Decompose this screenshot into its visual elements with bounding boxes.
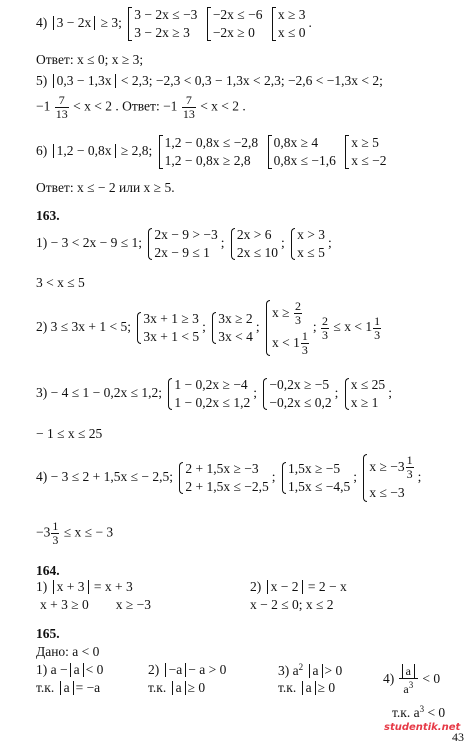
row: x > 3 [297, 227, 326, 242]
abs-expression: −a [165, 663, 187, 677]
row: 3x + 1 ≥ 3 [143, 311, 199, 326]
page-number: 43 [452, 730, 464, 744]
row: x ≤ −2 [351, 153, 387, 168]
num: 1 [52, 519, 59, 533]
row: 3 − 2x ≤ −3 [134, 7, 198, 22]
den: 3 [374, 327, 381, 342]
fraction [51, 520, 59, 547]
row: 2x > 6 [236, 227, 272, 242]
bracket-system-1 [128, 6, 197, 42]
abs-expression: 3 − 2x [53, 16, 96, 30]
rest: = x + 3 [93, 579, 133, 594]
post: < 0 [427, 705, 446, 720]
row: −2x ≥ 0 [212, 25, 255, 40]
fraction [373, 315, 381, 342]
p163-item3: 3) − 4 ≤ 1 − 0,2x ≤ 1,2; 1 − 0,2x ≥ −4 1 − 0,2x ≤ 1,2 ; −0,2x ≥ −5 −0,2x ≤ 0,2 ; x ≤ 25 x ≥ 1 ; [36, 377, 392, 410]
post: ≥ 0 [187, 680, 206, 695]
rest: = 2 − x [307, 579, 347, 594]
post: < 0 [422, 671, 441, 687]
row: x ≤ 0 [277, 25, 306, 40]
row: −0,2x ≥ −5 [269, 377, 330, 392]
fraction [294, 300, 302, 327]
exponent: 3 [408, 680, 414, 690]
row: 1 − 0,2x ≥ −4 [174, 377, 248, 392]
item-label: 6) [36, 143, 48, 159]
relation: ≥ 2,8; [120, 143, 153, 159]
abs-expression: a [302, 681, 316, 695]
item-label: 4) [383, 671, 395, 687]
problem-165-heading: 165. [36, 626, 60, 641]
p162-answer4: Ответ: x ≤ 0; x ≥ 3; [36, 52, 144, 67]
tail: . [308, 15, 312, 31]
relation: ≥ 3; [100, 15, 122, 31]
brace-system-2 [212, 310, 253, 346]
row: 3x ≥ 2 [218, 311, 253, 326]
row: −0,2x ≤ 0,2 [269, 395, 332, 410]
row: 1,2 − 0,8x ≤ −2,8 [164, 135, 259, 150]
p163-result1: 3 < x ≤ 5 [36, 275, 85, 290]
pre: 2) [148, 662, 160, 677]
row: 3x + 1 < 5 [143, 329, 200, 344]
pre: x ≥ [272, 305, 290, 320]
post: = −a [75, 680, 101, 695]
abs-expression: 1,2 − 0,8x [53, 144, 116, 158]
brace-system-1 [168, 376, 250, 412]
num: 2 [294, 299, 301, 314]
pre: т.к. [148, 680, 167, 695]
p165-item2-reason [148, 680, 205, 696]
pre: т.к. a [392, 705, 420, 720]
row: x ≥ 1 [350, 395, 379, 410]
p163-result3: − 1 ≤ x ≤ 25 [36, 426, 103, 441]
bracket-system-2 [207, 6, 263, 42]
brace-system-2 [231, 226, 278, 262]
pre: 1) a − [36, 662, 68, 677]
row [369, 452, 414, 482]
num: 7 [182, 94, 196, 108]
pre: −3 [36, 524, 51, 540]
inequality: 1) − 3 < 2x − 9 ≤ 1; [36, 235, 142, 251]
abs-expression: a [70, 663, 84, 677]
den: 3 [406, 467, 413, 482]
row: 3x < 4 [218, 329, 253, 344]
end: ≤ x ≤ − 3 [63, 524, 114, 540]
middle: < x < 2 . Ответ: −1 [73, 98, 178, 114]
num: 2 [322, 313, 329, 328]
fraction [301, 330, 309, 357]
post: ≥ 0 [317, 680, 336, 695]
p165-item4 [383, 664, 440, 696]
exponent: 3 [419, 704, 425, 714]
brace-system-1 [179, 460, 268, 496]
problem-163-heading: 163. [36, 208, 60, 223]
row: 1,5x ≥ −5 [287, 461, 341, 476]
den: 3 [52, 533, 59, 547]
bracket-system-3 [272, 6, 306, 42]
item-label: 2) [250, 579, 262, 594]
p163-item4: 4) − 3 ≤ 2 + 1,5x ≤ − 2,5; 2 + 1,5x ≥ −3 2 + 1,5x ≤ −2,5 ; 1,5x ≥ −5 1,5x ≤ −4,5 ; x ≥ −3 $\frac{1}{3}$ x ≤ −3 ; [36, 452, 421, 504]
fraction [406, 454, 414, 481]
den: 13 [55, 107, 68, 121]
row: 0,8x ≥ 4 [273, 135, 319, 150]
brace-system-3 [363, 452, 414, 504]
den: 3 [301, 343, 308, 358]
p165-item1 [36, 662, 103, 678]
fraction [55, 94, 69, 121]
p163-result4 [36, 520, 113, 547]
p165-item3-reason [278, 680, 335, 696]
row: 2x ≤ 10 [236, 245, 279, 260]
row [272, 328, 310, 358]
den: 3 [322, 327, 329, 342]
row: 1 − 0,2x ≤ 1,2 [174, 395, 251, 410]
p162-answer6: Ответ: x ≤ − 2 или x ≥ 5. [36, 180, 175, 195]
pre: т.к. [36, 680, 55, 695]
brace-system-2 [282, 460, 350, 496]
row: 2 + 1,5x ≤ −2,5 [185, 479, 269, 494]
row: 2x − 9 ≤ 1 [154, 245, 210, 260]
p163-item1: 1) − 3 < 2x − 9 ≤ 1; 2x − 9 > −3 2x − 9 ≤ 1 ; 2x > 6 2x ≤ 10 ; x > 3 x ≤ 5 ; [36, 227, 332, 260]
p164-part1-solution: x + 3 ≥ 0 x ≥ −3 [40, 597, 152, 612]
den: 3 [294, 313, 301, 328]
brace-system-3 [291, 226, 325, 262]
p162-item4 [36, 6, 312, 42]
post: < 0 [85, 662, 104, 677]
abs-expression: 0,3 − 1,3x [53, 74, 116, 88]
exponent: 2 [298, 662, 304, 672]
abs-expression: x + 3 [53, 580, 89, 594]
inequality: 3) − 4 ≤ 1 − 0,2x ≤ 1,2; [36, 385, 163, 401]
row: x ≥ 5 [351, 135, 379, 150]
abs-expression: a [309, 664, 323, 678]
brace-system-1 [137, 310, 199, 346]
den: 13 [182, 107, 195, 121]
brace-system-1 [148, 226, 217, 262]
den [399, 679, 418, 696]
p165-given: Дано: a < 0 [36, 644, 100, 659]
row: 3 − 2x ≥ 3 [134, 25, 190, 40]
abs-expression: a [402, 664, 415, 678]
problem-164-heading: 164. [36, 563, 60, 578]
pre: 3) a [278, 663, 299, 678]
middle: ≤ x < 1 [333, 319, 373, 335]
p165-item3 [278, 662, 342, 679]
bracket-system-3 [345, 134, 386, 170]
brace-system-3 [345, 376, 385, 412]
brace-system-3 [266, 298, 310, 358]
num [399, 664, 418, 679]
p163-item2: 2) 3 ≤ 3x + 1 < 5; 3x + 1 ≥ 3 3x + 1 < 5 ; 3x ≥ 2 3x < 4 ; x ≥ $\frac{2}{3}$ x < 1 $\frac{1}{3}$ ; $\frac{2}{3}$ ≤ x < 1 $\frac{1}{3}$ [36, 299, 381, 358]
fraction [399, 664, 418, 696]
chain: < 2,3; −2,3 < 0,3 − 1,3x < 2,3; −2,6 < −1,3x < 2; [120, 73, 383, 88]
abs-expression: a [172, 681, 186, 695]
row: −2x ≤ −6 [212, 7, 263, 22]
fraction [182, 94, 196, 121]
end: < x < 2 . [200, 98, 246, 114]
row: x ≥ 3 [277, 7, 306, 22]
p162-item6 [36, 134, 390, 170]
p164-part2-solution: x − 2 ≤ 0; x ≤ 2 [250, 597, 334, 612]
pre: т.к. [278, 680, 297, 695]
p165-item1-reason [36, 680, 100, 696]
row: x ≤ 5 [297, 245, 325, 260]
row: 1,2 − 0,8x ≥ 2,8 [164, 153, 251, 168]
pre: x ≥ −3 [369, 459, 405, 474]
inequality: 4) − 3 ≤ 2 + 1,5x ≤ − 2,5; [36, 469, 174, 485]
num: 7 [55, 94, 69, 108]
post: > 0 [324, 663, 343, 678]
bracket-system-1 [159, 134, 259, 170]
p162-item5-result [36, 94, 246, 121]
inequality: 2) 3 ≤ 3x + 1 < 5; [36, 319, 132, 335]
prefix: −1 [36, 98, 51, 114]
num: 1 [301, 329, 308, 344]
brace-system-2 [263, 376, 331, 412]
row: 0,8x ≤ −1,6 [273, 153, 336, 168]
p164-part1 [36, 579, 133, 595]
num: 1 [406, 453, 413, 468]
p165-item2 [148, 662, 226, 678]
bracket-system-2 [268, 134, 336, 170]
row [272, 298, 310, 328]
fraction [321, 315, 329, 342]
row: 2 + 1,5x ≥ −3 [185, 461, 259, 476]
p162-item5 [36, 73, 383, 89]
post: − a > 0 [188, 662, 227, 677]
row: x ≤ 25 [350, 377, 386, 392]
pre: x < 1 [272, 335, 300, 350]
item-label: 5) [36, 73, 48, 88]
p164-part2 [250, 579, 347, 595]
base: a [403, 682, 409, 696]
row: 1,5x ≤ −4,5 [287, 479, 351, 494]
num: 1 [374, 313, 381, 328]
abs-expression: x − 2 [267, 580, 303, 594]
row: x ≤ −3 [369, 485, 405, 500]
row: 2x − 9 > −3 [154, 227, 218, 242]
abs-expression: a [60, 681, 74, 695]
item-label: 4) [36, 15, 48, 31]
watermark-logo: studentik.net [384, 722, 461, 733]
item-label: 1) [36, 579, 48, 594]
p165-item4-reason [392, 704, 445, 721]
